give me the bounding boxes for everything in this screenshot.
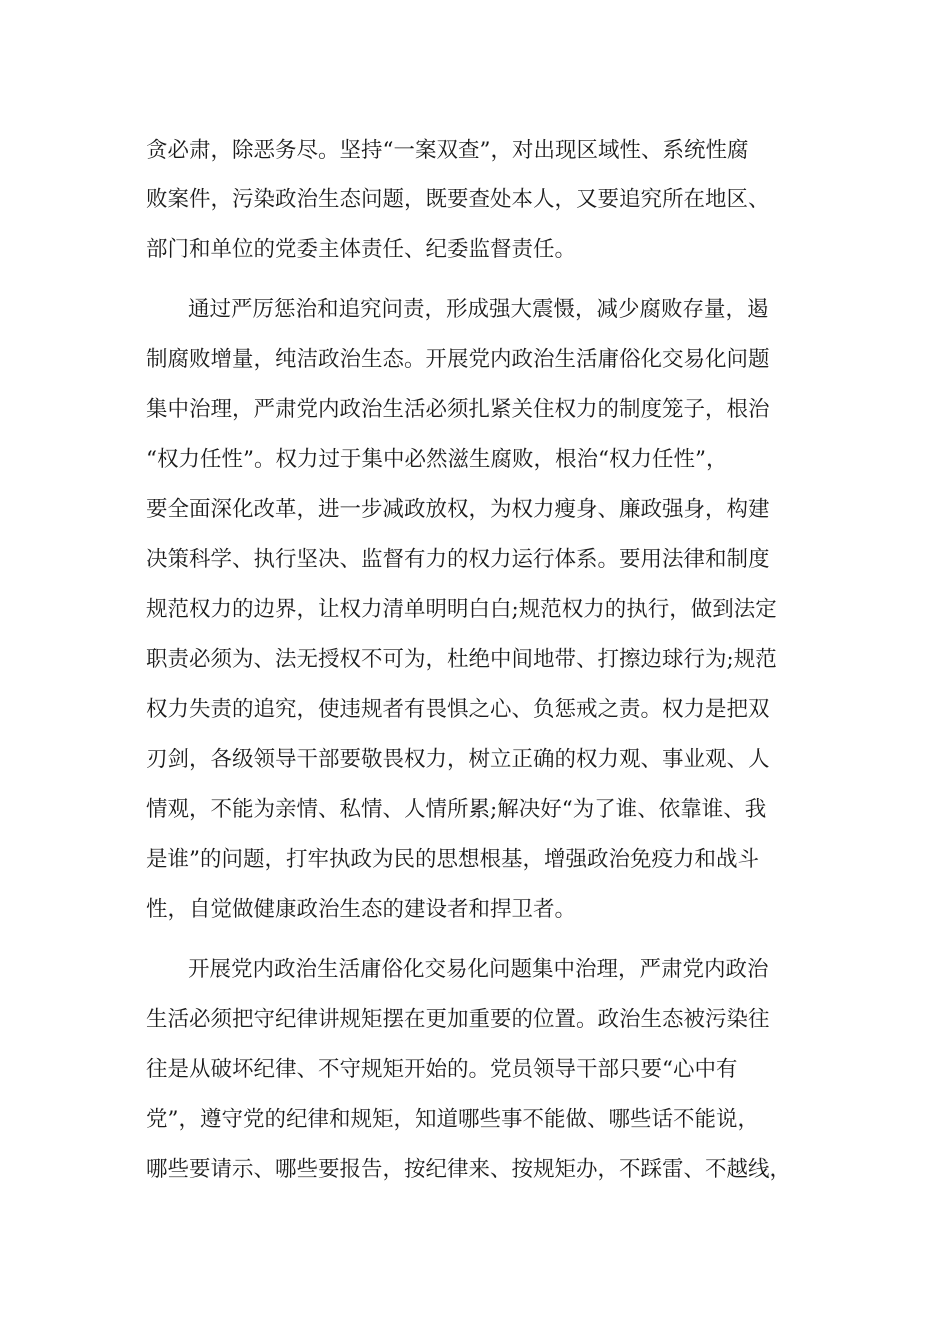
paragraph-line: 贪必肃，除恶务尽。坚持“一案双查”，对出现区域性、系统性腐 [146,138,749,163]
paragraph-line: 规范权力的边界，让权力清单明明白白;规范权力的执行，做到法定 [146,597,777,622]
paragraph-line: 性，自觉做健康政治生态的建设者和捍卫者。 [146,897,577,922]
paragraph-line: 要全面深化改革，进一步减政放权，为权力瘦身、廉政强身，构建 [146,497,770,522]
paragraph-line: 职责必须为、法无授权不可为，杜绝中间地带、打擦边球行为;规范 [146,647,777,672]
paragraph-line: 败案件，污染政治生态问题，既要查处本人，又要追究所在地区、 [146,187,770,212]
paragraph-line: 哪些要请示、哪些要报告，按纪律来、按规矩办，不踩雷、不越线， [146,1157,792,1182]
paragraph-line: 集中治理，严肃党内政治生活必须扎紧关住权力的制度笼子，根治 [146,397,770,422]
paragraph-line: 生活必须把守纪律讲规矩摆在更加重要的位置。政治生态被污染往 [146,1007,770,1032]
paragraph-line: 往是从破坏纪律、不守规矩开始的。党员领导干部只要“心中有 [146,1057,738,1082]
paragraph-line: 是谁”的问题，打牢执政为民的思想根基，增强政治免疫力和战斗 [146,847,759,872]
paragraph-line: 开展党内政治生活庸俗化交易化问题集中治理，严肃党内政治 [188,957,769,982]
paragraph-line: 情观，不能为亲情、私情、人情所累;解决好“为了谁、依靠谁、我 [146,797,767,822]
paragraph-line: “权力任性”。权力过于集中必然滋生腐败，根治“权力任性”， [146,447,728,472]
paragraph-line: 权力失责的追究，使违规者有畏惧之心、负惩戒之责。权力是把双 [146,697,770,722]
paragraph-line: 刃剑，各级领导干部要敬畏权力，树立正确的权力观、事业观、人 [146,747,770,772]
paragraph-line: 通过严厉惩治和追究问责，形成强大震慑，减少腐败存量，遏 [188,297,769,322]
paragraph-line: 制腐败增量，纯洁政治生态。开展党内政治生活庸俗化交易化问题 [146,347,770,372]
paragraph-line: 部门和单位的党委主体责任、纪委监督责任。 [146,237,577,262]
paragraph-line: 决策科学、执行坚决、监督有力的权力运行体系。要用法律和制度 [146,547,770,572]
paragraph-line: 党”，遵守党的纪律和规矩，知道哪些事不能做、哪些话不能说， [146,1107,759,1132]
